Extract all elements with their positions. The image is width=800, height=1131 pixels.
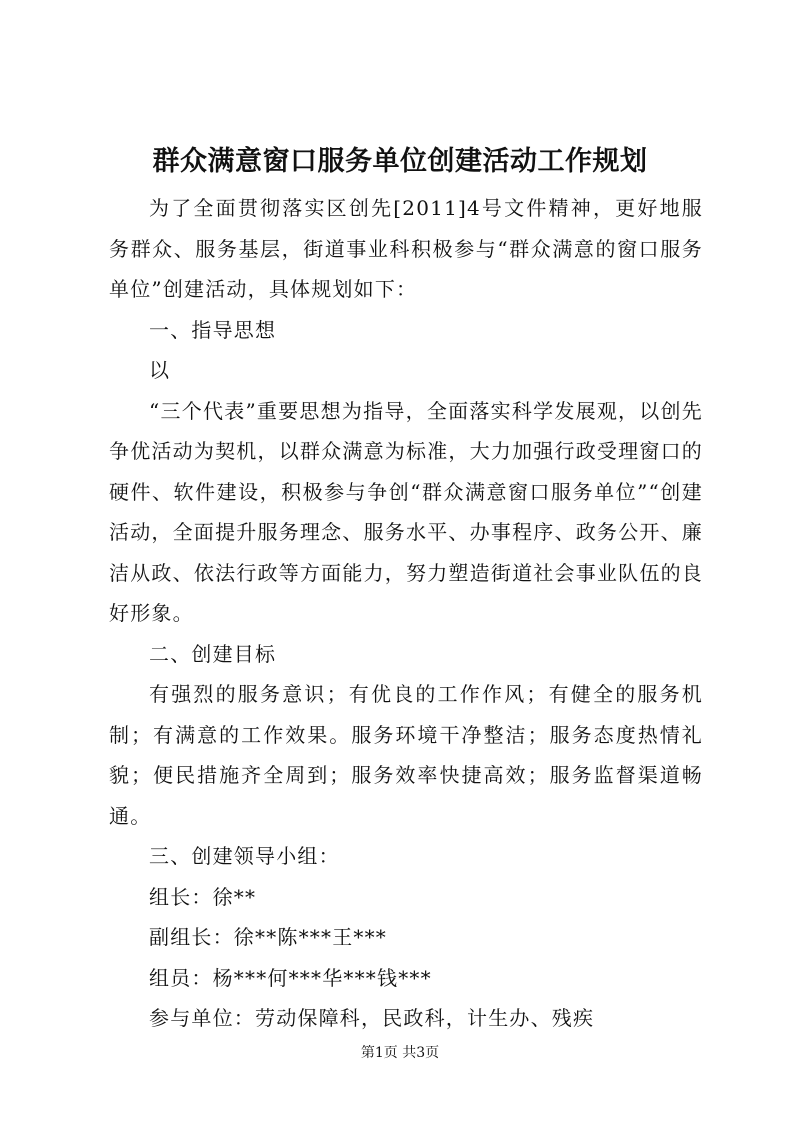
document-body xyxy=(109,188,703,1039)
guiding-ideology-paragraph: “三个代表”重要思想为指导，全面落实科学发展观，以创先争优活动为契机，以群众满意为标准，大力加强行政受理窗口的硬件、软件建设，积极参与争创“群众满意窗口服务单位”“创建活动，全面提升服务理念、服务水平、办事程序、政务公开、廉洁从政、依法行政等方面能力，努力塑造街道社会事业队伍的良好形象。 xyxy=(109,398,703,625)
deputy-leader-line: 副组长：徐**陈***王*** xyxy=(149,925,387,949)
intro-paragraph: 为了全面贯彻落实区创先[2011]4号文件精神，更好地服务群众、服务基层，街道事业科积极参与“群众满意的窗口服务单位”创建活动，具体规划如下： xyxy=(109,196,703,301)
page-number-footer: 第1页 共3页 xyxy=(360,1045,440,1061)
goals-paragraph: 有强烈的服务意识；有优良的工作作风；有健全的服务机制；有满意的工作效果。服务环境干净整洁；服务态度热情礼貌；便民措施齐全周到；服务效率快捷高效；服务监督渠道畅通。 xyxy=(109,682,703,828)
paragraph-fragment: 以 xyxy=(149,358,171,382)
members-line: 组员：杨***何***华***钱*** xyxy=(149,965,432,990)
section-heading-guiding-ideology: 一、指导思想 xyxy=(149,317,277,342)
group-leader-line: 组长：徐** xyxy=(149,884,257,909)
section-heading-goals: 二、创建目标 xyxy=(149,641,277,666)
document-title: 群众满意窗口服务单位创建活动工作规划 xyxy=(152,146,648,177)
participating-units-line: 参与单位：劳动保障科，民政科，计生办、残疾 xyxy=(149,1006,595,1030)
section-heading-leadership-group: 三、创建领导小组： xyxy=(149,844,340,868)
